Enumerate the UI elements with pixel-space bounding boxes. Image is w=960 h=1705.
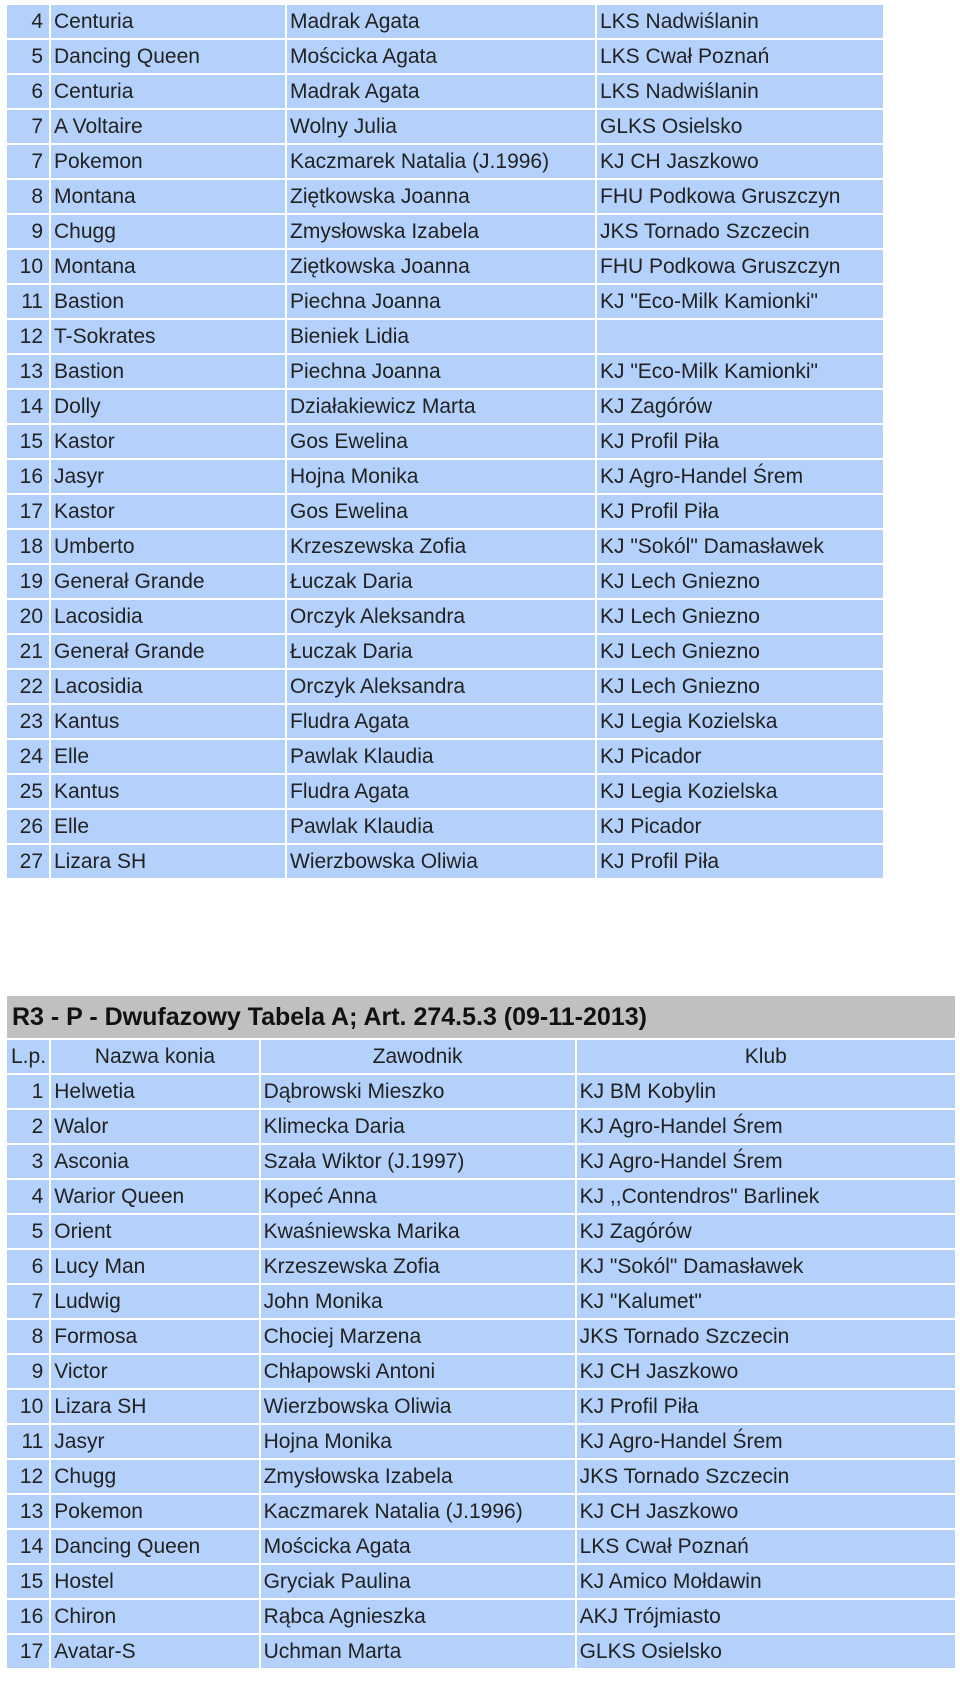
cell-horse: Bastion — [51, 285, 285, 318]
cell-horse: Lucy Man — [51, 1250, 258, 1283]
table-row — [7, 705, 883, 738]
table-row — [7, 390, 883, 423]
cell-horse: Montana — [51, 250, 285, 283]
table-row — [7, 1075, 955, 1108]
results-table-1 — [5, 3, 885, 880]
table-row — [7, 810, 883, 843]
cell-club: KJ Legia Kozielska — [597, 705, 883, 738]
cell-lp: 15 — [7, 1565, 49, 1598]
cell-club: KJ "Eco-Milk Kamionki" — [597, 355, 883, 388]
cell-lp: 16 — [7, 460, 49, 493]
cell-lp: 25 — [7, 775, 49, 808]
cell-rider: Pawlak Klaudia — [287, 740, 595, 773]
cell-rider: Mościcka Agata — [287, 40, 595, 73]
header-horse: Nazwa konia — [51, 1040, 258, 1073]
table-row — [7, 1250, 955, 1283]
table-row — [7, 670, 883, 703]
cell-club: KJ Profil Piła — [597, 425, 883, 458]
cell-lp: 10 — [7, 1390, 49, 1423]
cell-club: KJ Zagórów — [577, 1215, 955, 1248]
cell-club: JKS Tornado Szczecin — [577, 1460, 955, 1493]
table-row — [7, 565, 883, 598]
cell-rider: Rąbca Agnieszka — [261, 1600, 575, 1633]
table-title: R3 - P - Dwufazowy Tabela A; Art. 274.5.3 (09-11-2013) — [7, 996, 955, 1038]
table-row — [7, 145, 883, 178]
table-row — [7, 1215, 955, 1248]
cell-rider: Szała Wiktor (J.1997) — [261, 1145, 575, 1178]
table-row — [7, 1110, 955, 1143]
cell-lp: 4 — [7, 1180, 49, 1213]
cell-lp: 7 — [7, 145, 49, 178]
cell-rider: Pawlak Klaudia — [287, 810, 595, 843]
cell-club: KJ Profil Piła — [577, 1390, 955, 1423]
cell-club: JKS Tornado Szczecin — [597, 215, 883, 248]
table-header-row — [7, 1040, 955, 1073]
cell-lp: 15 — [7, 425, 49, 458]
cell-lp: 12 — [7, 320, 49, 353]
cell-lp: 17 — [7, 1635, 49, 1668]
cell-lp: 10 — [7, 250, 49, 283]
cell-rider: Hojna Monika — [261, 1425, 575, 1458]
cell-horse: Chugg — [51, 1460, 258, 1493]
cell-lp: 20 — [7, 600, 49, 633]
cell-lp: 22 — [7, 670, 49, 703]
table-row — [7, 215, 883, 248]
table-row — [7, 1600, 955, 1633]
cell-lp: 27 — [7, 845, 49, 878]
cell-horse: Pokemon — [51, 1495, 258, 1528]
cell-club: KJ Lech Gniezno — [597, 635, 883, 668]
cell-club: KJ Picador — [597, 810, 883, 843]
cell-rider: Bieniek Lidia — [287, 320, 595, 353]
cell-lp: 13 — [7, 1495, 49, 1528]
cell-horse: A Voltaire — [51, 110, 285, 143]
cell-horse: Asconia — [51, 1145, 258, 1178]
table-row — [7, 285, 883, 318]
cell-club: FHU Podkowa Gruszczyn — [597, 180, 883, 213]
cell-horse: Ludwig — [51, 1285, 258, 1318]
cell-rider: Fludra Agata — [287, 775, 595, 808]
cell-rider: Orczyk Aleksandra — [287, 670, 595, 703]
cell-horse: Centuria — [51, 75, 285, 108]
cell-horse: Victor — [51, 1355, 258, 1388]
cell-rider: Łuczak Daria — [287, 565, 595, 598]
table-row — [7, 1145, 955, 1178]
cell-lp: 14 — [7, 390, 49, 423]
cell-lp: 5 — [7, 40, 49, 73]
table-row — [7, 740, 883, 773]
cell-lp: 11 — [7, 285, 49, 318]
cell-horse: Avatar-S — [51, 1635, 258, 1668]
cell-lp: 14 — [7, 1530, 49, 1563]
cell-club: JKS Tornado Szczecin — [577, 1320, 955, 1353]
cell-club: KJ Agro-Handel Śrem — [577, 1110, 955, 1143]
cell-horse: Jasyr — [51, 1425, 258, 1458]
cell-rider: Dąbrowski Mieszko — [261, 1075, 575, 1108]
cell-club: KJ Profil Piła — [597, 845, 883, 878]
table-row — [7, 1425, 955, 1458]
cell-rider: Chłapowski Antoni — [261, 1355, 575, 1388]
cell-horse: Warior Queen — [51, 1180, 258, 1213]
cell-lp: 4 — [7, 5, 49, 38]
table-row — [7, 1180, 955, 1213]
cell-lp: 18 — [7, 530, 49, 563]
cell-lp: 12 — [7, 1460, 49, 1493]
cell-lp: 9 — [7, 1355, 49, 1388]
table-row — [7, 530, 883, 563]
cell-horse: Lizara SH — [51, 1390, 258, 1423]
cell-rider: Krzeszewska Zofia — [287, 530, 595, 563]
table-row — [7, 1320, 955, 1353]
cell-rider: Uchman Marta — [261, 1635, 575, 1668]
table-row — [7, 1285, 955, 1318]
cell-club: LKS Cwał Poznań — [577, 1530, 955, 1563]
table-row — [7, 75, 883, 108]
cell-horse: Lizara SH — [51, 845, 285, 878]
cell-lp: 7 — [7, 1285, 49, 1318]
cell-rider: John Monika — [261, 1285, 575, 1318]
cell-rider: Orczyk Aleksandra — [287, 600, 595, 633]
header-lp: L.p. — [7, 1040, 49, 1073]
cell-horse: Montana — [51, 180, 285, 213]
cell-rider: Kaczmarek Natalia (J.1996) — [261, 1495, 575, 1528]
results-table-1-body — [7, 5, 883, 878]
cell-rider: Gos Ewelina — [287, 425, 595, 458]
cell-rider: Fludra Agata — [287, 705, 595, 738]
cell-rider: Ziętkowska Joanna — [287, 250, 595, 283]
table-row — [7, 1530, 955, 1563]
cell-lp: 2 — [7, 1110, 49, 1143]
cell-club: KJ "Sokól" Damasławek — [597, 530, 883, 563]
cell-horse: Walor — [51, 1110, 258, 1143]
table-row — [7, 1460, 955, 1493]
cell-club: KJ CH Jaszkowo — [577, 1495, 955, 1528]
cell-lp: 3 — [7, 1145, 49, 1178]
cell-lp: 9 — [7, 215, 49, 248]
cell-club: FHU Podkowa Gruszczyn — [597, 250, 883, 283]
cell-rider: Chociej Marzena — [261, 1320, 575, 1353]
cell-horse: Elle — [51, 740, 285, 773]
cell-lp: 7 — [7, 110, 49, 143]
cell-horse: Orient — [51, 1215, 258, 1248]
cell-club: LKS Cwał Poznań — [597, 40, 883, 73]
table-row — [7, 845, 883, 878]
cell-horse: Bastion — [51, 355, 285, 388]
cell-club: KJ Lech Gniezno — [597, 565, 883, 598]
cell-lp: 24 — [7, 740, 49, 773]
cell-rider: Kopeć Anna — [261, 1180, 575, 1213]
table-row — [7, 600, 883, 633]
cell-club: KJ "Kalumet" — [577, 1285, 955, 1318]
cell-rider: Wierzbowska Oliwia — [287, 845, 595, 878]
cell-rider: Piechna Joanna — [287, 355, 595, 388]
cell-lp: 23 — [7, 705, 49, 738]
cell-club: KJ Legia Kozielska — [597, 775, 883, 808]
table-row — [7, 1565, 955, 1598]
cell-horse: Jasyr — [51, 460, 285, 493]
cell-horse: Lacosidia — [51, 670, 285, 703]
cell-horse: Kastor — [51, 425, 285, 458]
cell-lp: 8 — [7, 180, 49, 213]
cell-lp: 8 — [7, 1320, 49, 1353]
table-title-row — [7, 996, 955, 1038]
cell-rider: Wierzbowska Oliwia — [261, 1390, 575, 1423]
cell-lp: 11 — [7, 1425, 49, 1458]
cell-rider: Zmysłowska Izabela — [287, 215, 595, 248]
header-club: Klub — [577, 1040, 955, 1073]
cell-club: GLKS Osielsko — [597, 110, 883, 143]
cell-club: KJ Zagórów — [597, 390, 883, 423]
cell-horse: Kantus — [51, 705, 285, 738]
cell-rider: Madrak Agata — [287, 5, 595, 38]
cell-rider: Krzeszewska Zofia — [261, 1250, 575, 1283]
cell-horse: Umberto — [51, 530, 285, 563]
table-row — [7, 495, 883, 528]
cell-lp: 26 — [7, 810, 49, 843]
results-table-2-body — [7, 996, 955, 1668]
cell-club: KJ Lech Gniezno — [597, 670, 883, 703]
cell-rider: Wolny Julia — [287, 110, 595, 143]
cell-club: KJ Picador — [597, 740, 883, 773]
cell-club — [597, 320, 883, 353]
table-row — [7, 1390, 955, 1423]
cell-horse: Dolly — [51, 390, 285, 423]
cell-horse: Kastor — [51, 495, 285, 528]
cell-club: KJ CH Jaszkowo — [577, 1355, 955, 1388]
cell-club: KJ BM Kobylin — [577, 1075, 955, 1108]
cell-rider: Gryciak Paulina — [261, 1565, 575, 1598]
cell-horse: Lacosidia — [51, 600, 285, 633]
cell-club: LKS Nadwiślanin — [597, 5, 883, 38]
cell-club: KJ Lech Gniezno — [597, 600, 883, 633]
cell-lp: 21 — [7, 635, 49, 668]
cell-rider: Zmysłowska Izabela — [261, 1460, 575, 1493]
cell-horse: Dancing Queen — [51, 40, 285, 73]
cell-rider: Klimecka Daria — [261, 1110, 575, 1143]
cell-club: LKS Nadwiślanin — [597, 75, 883, 108]
cell-club: GLKS Osielsko — [577, 1635, 955, 1668]
table-row — [7, 775, 883, 808]
cell-horse: Generał Grande — [51, 635, 285, 668]
cell-horse: Formosa — [51, 1320, 258, 1353]
table-row — [7, 1495, 955, 1528]
cell-club: KJ "Eco-Milk Kamionki" — [597, 285, 883, 318]
table-row — [7, 180, 883, 213]
results-table-2 — [5, 994, 957, 1670]
cell-horse: Elle — [51, 810, 285, 843]
cell-rider: Łuczak Daria — [287, 635, 595, 668]
table-row — [7, 320, 883, 353]
cell-rider: Działakiewicz Marta — [287, 390, 595, 423]
cell-horse: Hostel — [51, 1565, 258, 1598]
cell-lp: 13 — [7, 355, 49, 388]
cell-rider: Kaczmarek Natalia (J.1996) — [287, 145, 595, 178]
cell-horse: T-Sokrates — [51, 320, 285, 353]
cell-rider: Madrak Agata — [287, 75, 595, 108]
cell-lp: 6 — [7, 1250, 49, 1283]
table-row — [7, 5, 883, 38]
cell-club: KJ ,,Contendros" Barlinek — [577, 1180, 955, 1213]
table-row — [7, 635, 883, 668]
cell-club: KJ Agro-Handel Śrem — [597, 460, 883, 493]
cell-rider: Mościcka Agata — [261, 1530, 575, 1563]
table-row — [7, 1355, 955, 1388]
cell-horse: Helwetia — [51, 1075, 258, 1108]
cell-club: KJ Agro-Handel Śrem — [577, 1425, 955, 1458]
table-row — [7, 355, 883, 388]
cell-rider: Ziętkowska Joanna — [287, 180, 595, 213]
cell-lp: 17 — [7, 495, 49, 528]
table-row — [7, 460, 883, 493]
cell-rider: Piechna Joanna — [287, 285, 595, 318]
cell-rider: Gos Ewelina — [287, 495, 595, 528]
header-rider: Zawodnik — [261, 1040, 575, 1073]
cell-club: KJ CH Jaszkowo — [597, 145, 883, 178]
cell-club: KJ Profil Piła — [597, 495, 883, 528]
cell-rider: Hojna Monika — [287, 460, 595, 493]
table-row — [7, 425, 883, 458]
cell-rider: Kwaśniewska Marika — [261, 1215, 575, 1248]
cell-horse: Centuria — [51, 5, 285, 38]
cell-horse: Kantus — [51, 775, 285, 808]
cell-club: AKJ Trójmiasto — [577, 1600, 955, 1633]
cell-lp: 6 — [7, 75, 49, 108]
cell-lp: 16 — [7, 1600, 49, 1633]
table-row — [7, 110, 883, 143]
cell-club: KJ "Sokól" Damasławek — [577, 1250, 955, 1283]
cell-horse: Chiron — [51, 1600, 258, 1633]
cell-horse: Dancing Queen — [51, 1530, 258, 1563]
cell-club: KJ Agro-Handel Śrem — [577, 1145, 955, 1178]
cell-horse: Pokemon — [51, 145, 285, 178]
table-row — [7, 250, 883, 283]
cell-club: KJ Amico Mołdawin — [577, 1565, 955, 1598]
cell-horse: Chugg — [51, 215, 285, 248]
table-row — [7, 1635, 955, 1668]
cell-lp: 19 — [7, 565, 49, 598]
cell-lp: 1 — [7, 1075, 49, 1108]
cell-lp: 5 — [7, 1215, 49, 1248]
table-row — [7, 40, 883, 73]
cell-horse: Generał Grande — [51, 565, 285, 598]
